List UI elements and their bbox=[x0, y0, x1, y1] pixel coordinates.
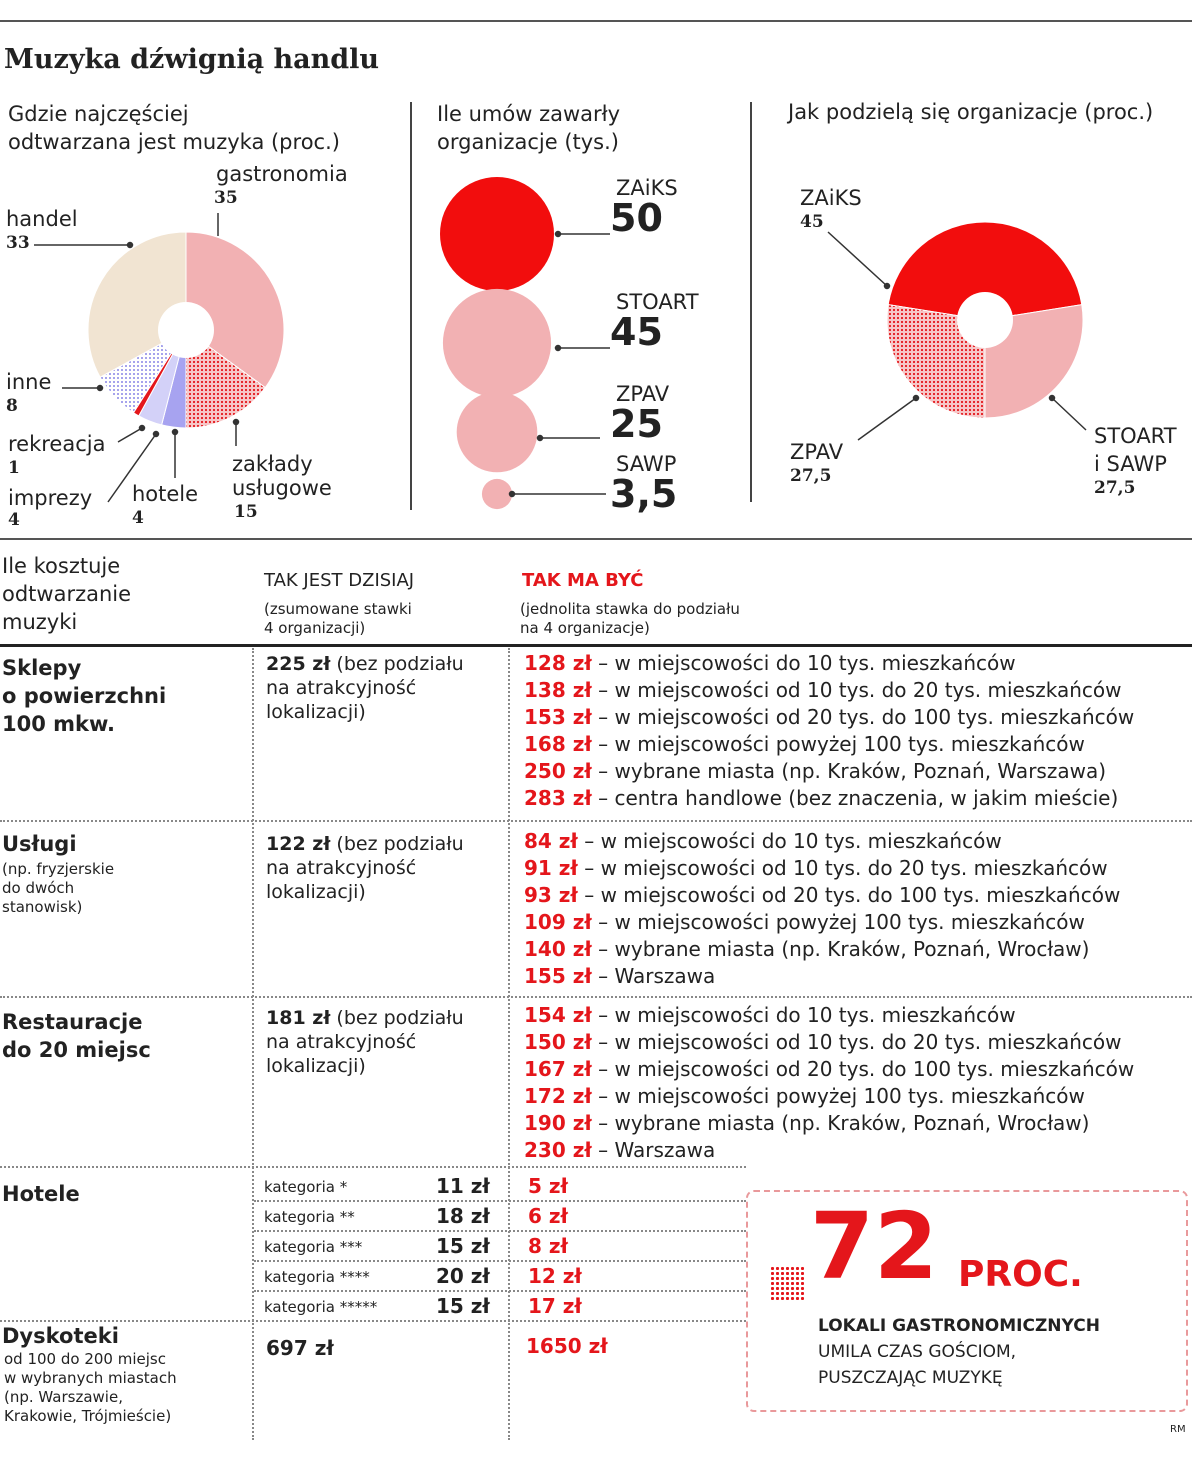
label-zpav: ZPAV bbox=[616, 382, 670, 406]
col-future-sub: (jednolita stawka do podziału na 4 organizacje) bbox=[520, 600, 740, 637]
col-today-header: TAK JEST DZISIAJ bbox=[264, 570, 415, 591]
row-name-dyskoteki: Dyskoteki bbox=[2, 1324, 119, 1348]
rate-line: 138 zł – w miejscowości od 10 tys. do 20 tys. mieszkańców bbox=[524, 678, 1122, 702]
row-divider bbox=[0, 820, 1192, 822]
row-name-restauracje: Restauracje do 20 miejsc bbox=[2, 1010, 151, 1062]
label-rekreacja: rekreacja bbox=[8, 432, 106, 456]
value-hotele: 4 bbox=[132, 508, 144, 528]
page-title: Muzyka dźwignią handlu bbox=[4, 44, 380, 75]
bubble-zpav bbox=[457, 392, 538, 473]
value-pie2-zpav: 27,5 bbox=[790, 466, 832, 486]
label-inne: inne bbox=[6, 370, 52, 394]
bubble-sawp bbox=[482, 479, 512, 509]
rate-line: 250 zł – wybrane miasta (np. Kraków, Poznań, Warszawa) bbox=[524, 759, 1106, 783]
today-restauracje: 181 zł (bez podziału na atrakcyjność lokalizacji) bbox=[266, 1007, 464, 1077]
value-imprezy: 4 bbox=[8, 510, 20, 530]
rate-line: 283 zł – centra handlowe (bez znaczenia, w jakim mieście) bbox=[524, 786, 1119, 810]
row-name-hotele: Hotele bbox=[2, 1182, 80, 1206]
rate-line: 154 zł – w miejscowości do 10 tys. mieszkańców bbox=[524, 1003, 1016, 1027]
rate-line: 84 zł – w miejscowości do 10 tys. mieszkańców bbox=[524, 829, 1002, 853]
hotel-row: kategoria **** 20 zł 12 zł bbox=[264, 1264, 582, 1288]
row-sub-uslugi: (np. fryzjerskie do dwóch stanowisk) bbox=[2, 860, 115, 916]
label-hotele: hotele bbox=[132, 482, 199, 506]
hotel-row: kategoria * 11 zł 5 zł bbox=[264, 1174, 568, 1198]
label-handel: handel bbox=[6, 207, 78, 231]
value-zaiks: 50 bbox=[610, 196, 663, 240]
rate-line: 167 zł – w miejscowości od 20 tys. do 100 tys. mieszkańców bbox=[524, 1057, 1135, 1081]
callout-line2: UMILA CZAS GOŚCIOM, bbox=[818, 1342, 1017, 1362]
hotel-row: kategoria ***** 15 zł 17 zł bbox=[264, 1294, 582, 1318]
rate-line: 168 zł – w miejscowości powyżej 100 tys. mieszkańców bbox=[524, 732, 1085, 756]
value-zpav: 25 bbox=[610, 402, 663, 446]
rate-line: 153 zł – w miejscowości od 20 tys. do 100 tys. mieszkańców bbox=[524, 705, 1135, 729]
value-inne: 8 bbox=[6, 396, 18, 416]
row-divider bbox=[0, 1166, 746, 1168]
rate-line: 230 zł – Warszawa bbox=[524, 1138, 716, 1162]
today-dyskoteki: 697 zł bbox=[266, 1336, 334, 1360]
hotel-row: kategoria *** 15 zł 8 zł bbox=[264, 1234, 568, 1258]
row-name-sklepy: Sklepy o powierzchni 100 mkw. bbox=[2, 656, 167, 736]
label-pie2-zpav: ZPAV bbox=[790, 440, 844, 464]
value-stoart: 45 bbox=[610, 310, 663, 354]
today-uslugi: 122 zł (bez podziału na atrakcyjność lokalizacji) bbox=[266, 833, 464, 903]
label-gastronomia: gastronomia bbox=[216, 162, 348, 186]
label-sawp: SAWP bbox=[616, 452, 677, 476]
callout-unit: PROC. bbox=[958, 1254, 1083, 1295]
today-sklepy: 225 zł (bez podziału na atrakcyjność lokalizacji) bbox=[266, 653, 464, 723]
hotel-row: kategoria ** 18 zł 6 zł bbox=[264, 1204, 568, 1228]
future-dyskoteki: 1650 zł bbox=[526, 1334, 608, 1358]
rate-line: 93 zł – w miejscowości od 20 tys. do 100 tys. mieszkańców bbox=[524, 883, 1121, 907]
bubble-chart-contracts bbox=[440, 177, 554, 509]
row-sub-dyskoteki: od 100 do 200 miejsc w wybranych miastach (np. Warszawie, Krakowie, Trójmieście) bbox=[4, 1350, 177, 1425]
bubble-title: Ile umów zawarły organizacje (tys.) bbox=[437, 102, 621, 154]
rate-line: 140 zł – wybrane miasta (np. Kraków, Poznań, Wrocław) bbox=[524, 937, 1090, 961]
hotel-categories bbox=[264, 1172, 744, 1322]
label-stoart: STOART bbox=[616, 290, 699, 314]
label-pie2-zaiks: ZAiKS bbox=[800, 186, 862, 210]
header-rule bbox=[0, 644, 1192, 647]
pie1-title: Gdzie najczęściej odtwarzana jest muzyka (proc.) bbox=[8, 102, 340, 154]
label-imprezy: imprezy bbox=[8, 486, 93, 510]
callout-line3: PUSZCZAJĄC MUZYKĘ bbox=[818, 1368, 1003, 1388]
charts-svg bbox=[0, 0, 1200, 540]
table-top-rule bbox=[0, 538, 1192, 540]
bubble-zaiks bbox=[440, 177, 554, 291]
rate-line: 128 zł – w miejscowości do 10 tys. mieszkańców bbox=[524, 651, 1016, 675]
value-gastronomia: 35 bbox=[214, 188, 238, 208]
rate-line: 172 zł – w miejscowości powyżej 100 tys. mieszkańców bbox=[524, 1084, 1085, 1108]
table-title: Ile kosztuje odtwarzanie muzyki bbox=[2, 554, 132, 634]
rate-line: 91 zł – w miejscowości od 10 tys. do 20 tys. mieszkańców bbox=[524, 856, 1108, 880]
value-zaklady: 15 bbox=[234, 502, 258, 522]
rate-line: 190 zł – wybrane miasta (np. Kraków, Poznań, Wrocław) bbox=[524, 1111, 1090, 1135]
col-future-header: TAK MA BYĆ bbox=[522, 570, 644, 591]
row-divider bbox=[0, 996, 1192, 998]
rate-line: 155 zł – Warszawa bbox=[524, 964, 716, 988]
rates-restauracje bbox=[524, 1002, 1134, 1164]
label-zaklady: zakłady usługowe bbox=[232, 452, 332, 500]
pie-chart-split bbox=[887, 222, 1083, 418]
dot-pattern-icon bbox=[770, 1266, 804, 1300]
row-name-uslugi: Usługi bbox=[2, 832, 77, 856]
pie2-title: Jak podzielą się organizacje (proc.) bbox=[788, 100, 1154, 124]
bubble-stoart bbox=[443, 289, 551, 397]
value-handel: 33 bbox=[6, 233, 30, 253]
value-rekreacja: 1 bbox=[8, 458, 20, 478]
pie-chart-venues bbox=[88, 232, 284, 428]
rate-line: 150 zł – w miejscowości od 10 tys. do 20 tys. mieszkańców bbox=[524, 1030, 1122, 1054]
rate-line: 109 zł – w miejscowości powyżej 100 tys. mieszkańców bbox=[524, 910, 1085, 934]
label-pie2-stoart: STOART i SAWP bbox=[1094, 424, 1177, 476]
value-sawp: 3,5 bbox=[610, 472, 678, 516]
value-pie2-stoart: 27,5 bbox=[1094, 478, 1136, 498]
label-zaiks: ZAiKS bbox=[616, 176, 678, 200]
rates-sklepy bbox=[524, 650, 1134, 812]
col-today-sub: (zsumowane stawki 4 organizacji) bbox=[264, 600, 412, 637]
donut-hole bbox=[957, 292, 1013, 348]
callout-number: 72 bbox=[810, 1193, 939, 1300]
callout-box bbox=[746, 1190, 1188, 1412]
rates-uslugi bbox=[524, 828, 1120, 990]
donut-hole bbox=[158, 302, 214, 358]
callout-line1: LOKALI GASTRONOMICZNYCH bbox=[818, 1316, 1100, 1336]
value-pie2-zaiks: 45 bbox=[800, 212, 824, 232]
credit: RM bbox=[1170, 1424, 1186, 1435]
